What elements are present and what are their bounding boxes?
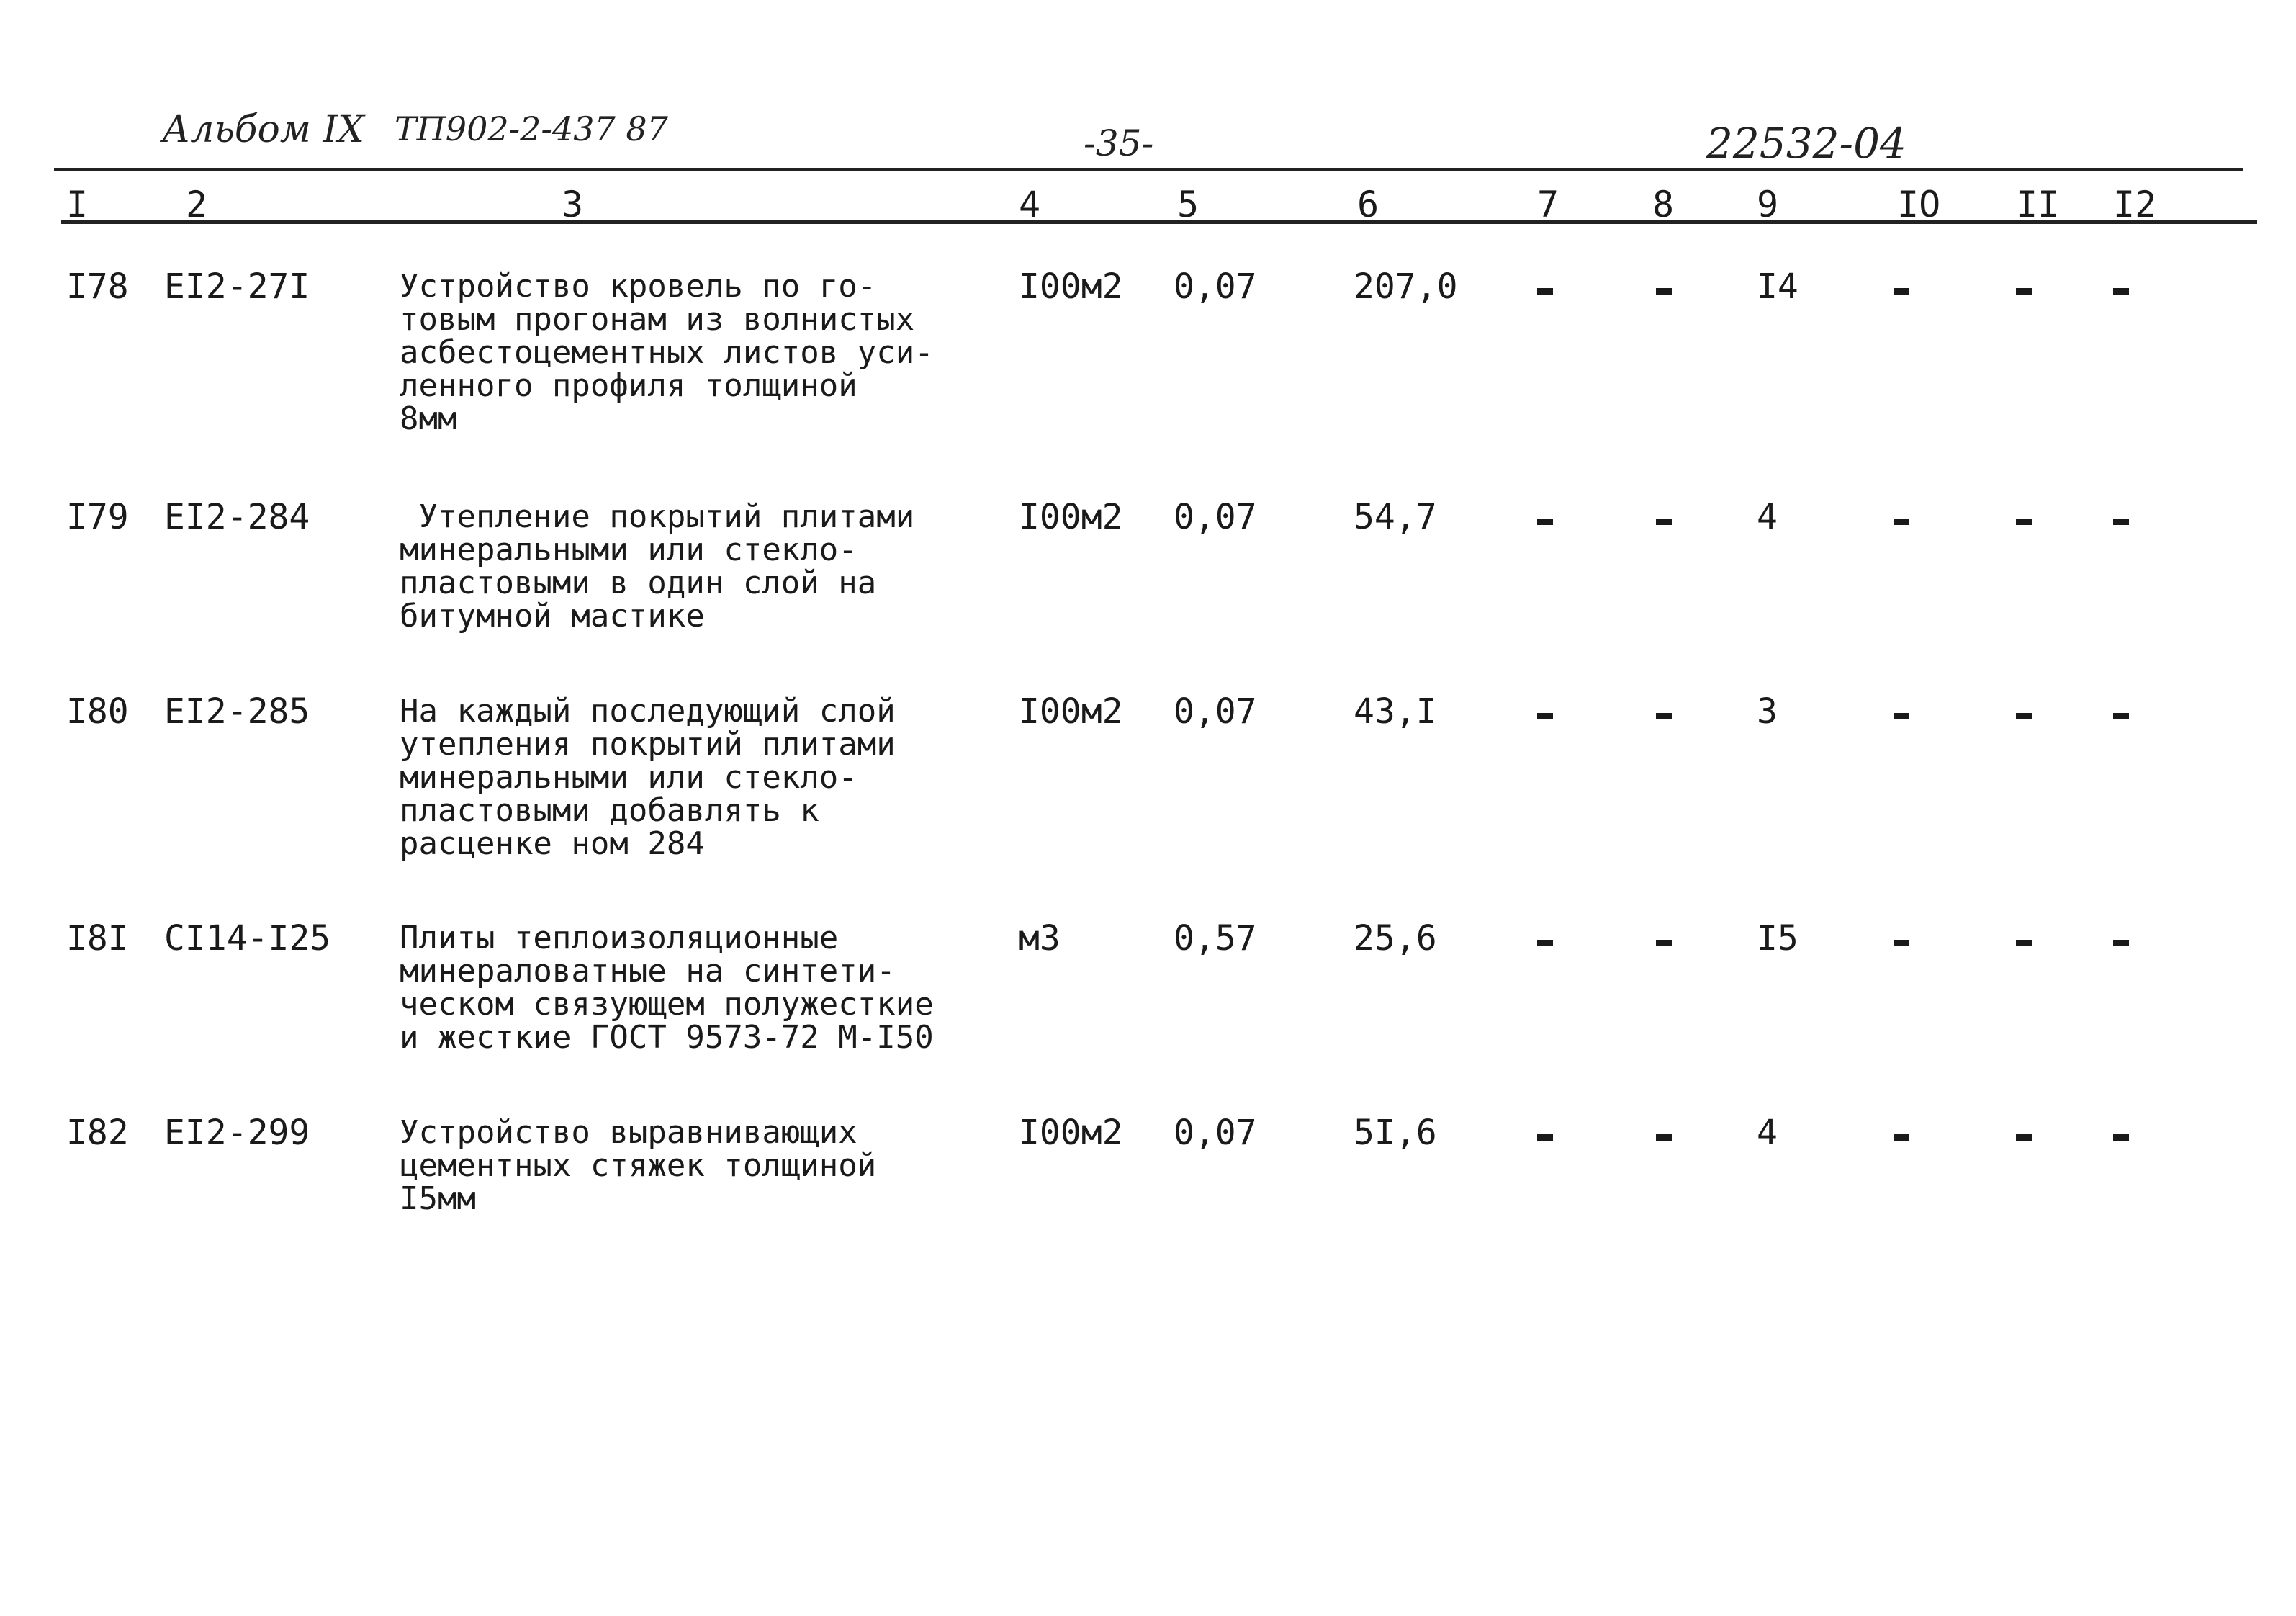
col6-value: 5I,6 (1354, 1113, 1437, 1153)
document-number: 22532-04 (1706, 119, 1906, 168)
column-number: 9 (1757, 184, 1779, 225)
col9-value: I4 (1757, 266, 1798, 307)
column-number: 4 (1019, 184, 1041, 225)
rate-code: EI2-27I (164, 266, 310, 307)
page-number: -35- (1084, 122, 1154, 164)
quantity: 0,07 (1174, 1113, 1257, 1153)
col8-dash (1656, 519, 1672, 525)
col10-dash (1894, 519, 1909, 525)
quantity: 0,07 (1174, 691, 1257, 732)
rate-code: EI2-284 (164, 497, 310, 537)
row-number: I80 (66, 691, 129, 732)
col10-dash (1894, 288, 1909, 295)
quantity: 0,57 (1174, 918, 1257, 959)
work-description: Утепление покрытий плитами минеральными или стекло- пластовыми в один слой на битумной мастике (400, 498, 915, 634)
quantity: 0,07 (1174, 266, 1257, 307)
column-number: I (66, 184, 89, 225)
unit: I00м2 (1019, 497, 1123, 537)
row-number: I79 (66, 497, 129, 537)
work-description: Устройство выравнивающих цементных стяжек толщиной I5мм (400, 1114, 877, 1217)
col11-dash (2016, 519, 2032, 525)
unit: м3 (1019, 918, 1061, 959)
unit: I00м2 (1019, 691, 1123, 732)
col11-dash (2016, 713, 2032, 719)
unit: I00м2 (1019, 266, 1123, 307)
col9-value: 4 (1757, 497, 1778, 537)
col11-dash (2016, 1134, 2032, 1141)
col8-dash (1656, 1134, 1672, 1141)
column-number: 8 (1652, 184, 1675, 225)
rate-code: EI2-299 (164, 1113, 310, 1153)
column-number: 7 (1537, 184, 1559, 225)
column-number: I2 (2113, 184, 2157, 225)
work-description: Устройство кровель по го- товым прогонам из волнистых асбестоцементных листов уси- ленного профиля толщиной 8мм (400, 268, 934, 437)
col11-dash (2016, 288, 2032, 295)
album-label: Альбом IX (162, 108, 365, 151)
col8-dash (1656, 940, 1672, 946)
column-number: 5 (1177, 184, 1199, 225)
column-number: 2 (186, 184, 208, 225)
column-number: IO (1897, 184, 1941, 225)
col12-dash (2113, 288, 2129, 295)
col10-dash (1894, 940, 1909, 946)
work-description: На каждый последующий слой утепления покрытий плитами минеральными или стекло- пластовыми добавлять к расценке ном 284 (400, 693, 896, 862)
col6-value: 54,7 (1354, 497, 1437, 537)
col9-value: 4 (1757, 1113, 1778, 1153)
col7-dash (1537, 519, 1553, 525)
rate-code: CI14-I25 (164, 918, 331, 959)
col9-value: I5 (1757, 918, 1798, 959)
col7-dash (1537, 288, 1553, 295)
col6-value: 25,6 (1354, 918, 1437, 959)
header-top-rule (54, 168, 2243, 171)
col7-dash (1537, 1134, 1553, 1141)
column-number: 6 (1357, 184, 1379, 225)
col10-dash (1894, 1134, 1909, 1141)
col10-dash (1894, 713, 1909, 719)
column-number: 3 (562, 184, 584, 225)
unit: I00м2 (1019, 1113, 1123, 1153)
col9-value: 3 (1757, 691, 1778, 732)
column-number: II (2016, 184, 2060, 225)
row-number: I82 (66, 1113, 129, 1153)
project-code: ТП902-2-437 87 (395, 109, 668, 148)
col8-dash (1656, 288, 1672, 295)
work-description: Плиты теплоизоляционные минераловатные на синтети- ческом связующем полужесткие и жесткие ГОСТ 9573-72 М-I50 (400, 920, 934, 1056)
col11-dash (2016, 940, 2032, 946)
col12-dash (2113, 940, 2129, 946)
quantity: 0,07 (1174, 497, 1257, 537)
col6-value: 43,I (1354, 691, 1437, 732)
row-number: I78 (66, 266, 129, 307)
col7-dash (1537, 940, 1553, 946)
col12-dash (2113, 519, 2129, 525)
col12-dash (2113, 1134, 2129, 1141)
col6-value: 207,0 (1354, 266, 1458, 307)
rate-code: EI2-285 (164, 691, 310, 732)
col7-dash (1537, 713, 1553, 719)
col8-dash (1656, 713, 1672, 719)
row-number: I8I (66, 918, 129, 959)
col12-dash (2113, 713, 2129, 719)
